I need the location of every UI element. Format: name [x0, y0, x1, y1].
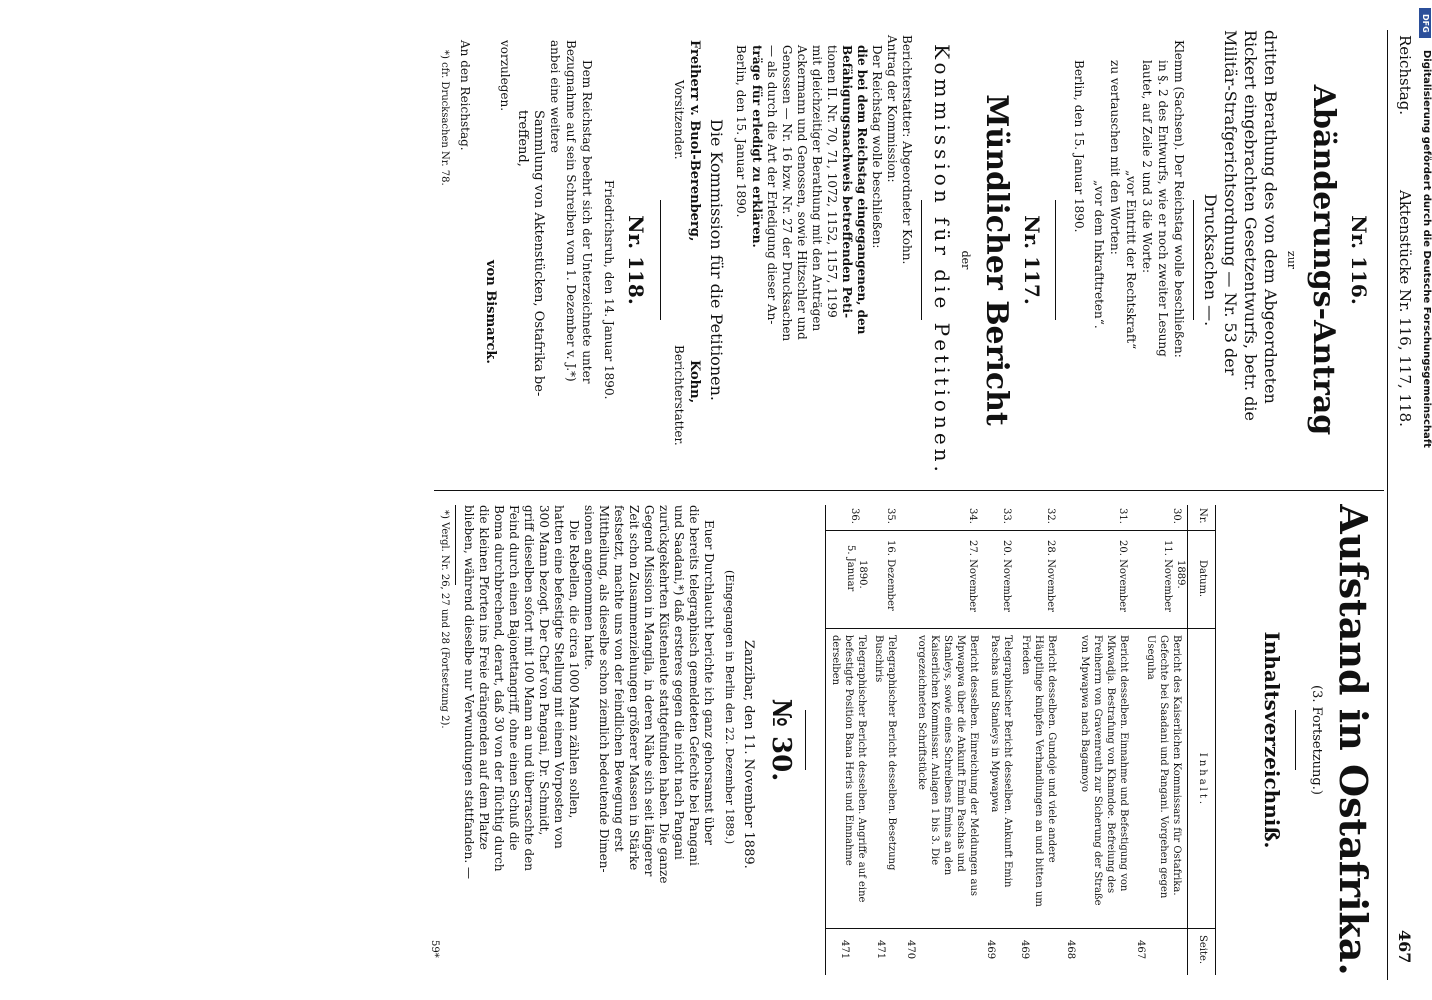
- nr116-title: Abänderungs-Antrag: [1306, 84, 1341, 436]
- nr117-der: der: [959, 250, 972, 270]
- nr117-number: Nr. 117.: [1020, 215, 1044, 305]
- table-col-rule: [826, 530, 1216, 531]
- toc-row-content: Bericht desselben. Einreichung der Meldungen aus Mpwapwa über die Ankunft Emin Paschas und Stanleys, sowie eines Schreibens Emins an den Kaiserlichen Kommissar. Anlagen 1 bis 3. Die vorgezeichneten Schriftstücke: [916, 635, 979, 897]
- rule: [660, 200, 661, 320]
- nr116-body-3: lautet, auf Zeile 2 und 3 die Worte:: [1140, 60, 1154, 273]
- nr30-para-12: 300 Mann bezogt. Der Chef von Pangani, Dr. Schmidt,: [537, 505, 551, 836]
- nr117-line-9: Genossen — Nr. 16 bzw. Nr. 27 der Drucksachen: [780, 45, 794, 342]
- nr118-footnote: *) cfr. Drucksachen Nr. 78.: [439, 50, 450, 186]
- header-middle: Aktenstücke Nr. 116, 117, 118.: [1396, 190, 1414, 427]
- nr30-para-1: Euer Durchlaucht berichte ich ganz gehorsamst über: [702, 520, 716, 846]
- rule: [805, 710, 806, 770]
- nr118-body-6: vorzulegen.: [498, 40, 512, 112]
- nr117-line-5: Befähigungsnachweis betreffenden Peti-: [840, 45, 854, 319]
- nr117-title: Mündlicher Bericht: [979, 94, 1014, 426]
- nr117-commission: Die Kommission für die Petitionen.: [707, 119, 726, 401]
- page-number: 467: [1395, 930, 1414, 964]
- nr116-subtitle-1: dritten Berathung des von dem Abgeordneten: [1261, 30, 1280, 404]
- nr117-subtitle: Kommission für die Petitionen.: [930, 44, 954, 476]
- nr118-body-5: treffend,: [515, 110, 530, 167]
- toc-row-nr: 32.: [1045, 508, 1056, 524]
- toc-row-nr: 30.: [1171, 508, 1182, 524]
- nr30-para-3: und Saadani,*) daß ersteres gegen die nicht nach Pangani: [672, 505, 686, 860]
- footnote-rule: [455, 505, 456, 585]
- aufstand-title: Aufstand in Ostafrika.: [1331, 504, 1376, 976]
- th-datum: Datum.: [1197, 560, 1208, 598]
- nr117-date: Berlin, den 15. Januar 1890.: [734, 45, 748, 218]
- column-divider: [434, 490, 1384, 491]
- nr30-para-8: Mittheilung, als dieselbe schon ziemlich bedeutende Dimen-: [597, 505, 611, 873]
- nr116-subtitle-2: Rickert eingebrachten Gesetzentwurfs, betr. die: [1241, 30, 1260, 422]
- th-seite: Seite.: [1197, 935, 1208, 965]
- toc-row-date: 20. November: [1001, 540, 1012, 613]
- nr118-addressee: An den Reichstag.: [458, 40, 472, 151]
- toc-row-nr: 36.: [849, 508, 860, 524]
- nr30-para-6: Zeit schon Zusammenziehungen größerer Massen in Stärke: [627, 505, 641, 871]
- dfg-strip: [1418, 0, 1432, 1000]
- toc-heading: Inhaltsverzeichniß.: [1260, 631, 1284, 849]
- toc-row-nr: 35.: [885, 508, 896, 524]
- nr116-body-2: in §. 2 des Entwurfs, wie er noch zweiter Lesung: [1156, 60, 1170, 357]
- toc-row-date: 28. November: [1045, 540, 1056, 613]
- dfg-logo: DFG: [1419, 8, 1431, 38]
- toc-row-content: Bericht des Kaiserlichen Kommissars für Ostafrika. Gefechte bei Saadani und Pangani. Vorgehen gegen Useguha: [1145, 635, 1182, 899]
- toc-row-content: Telegraphischer Bericht desselben. Ankunft Emin Paschas und Stanleys in Mpwapwa: [989, 635, 1013, 888]
- nr30-para-10: Die Rebellen, die circa 1000 Mann zählen sollen,: [567, 520, 581, 819]
- nr117-line-1: Berichterstatter: Abgeordneter Kohn.: [900, 35, 914, 265]
- nr116-body-1: Klemm (Sachsen). Der Reichstag wolle beschließen:: [1172, 40, 1186, 358]
- nr30-para-17: blieben, während dieselbe nur Verwundungen stattfanden. —: [462, 505, 476, 879]
- nr30-date: Zanzibar, den 11. November 1889.: [741, 640, 756, 869]
- table-bottom-rule: [825, 505, 826, 975]
- table-header-rule: [1187, 505, 1188, 975]
- nr117-line-11: träge für erledigt zu erklären.: [750, 45, 764, 248]
- table-top-rule: [1215, 505, 1216, 975]
- toc-row-date: 20. November: [1117, 540, 1128, 613]
- th-nr: Nr.: [1197, 508, 1208, 524]
- header-rule: [1387, 30, 1388, 980]
- nr118-number: Nr. 118.: [624, 215, 648, 305]
- toc-row-year: 1890.: [857, 560, 868, 589]
- nr116-body-4: „vor Eintritt der Rechtskraft“: [1124, 170, 1138, 350]
- nr117-line-10: — als durch die Art der Erledigung dieser An-: [765, 45, 779, 325]
- nr118-body-3: anbei eine weitere: [548, 40, 562, 153]
- nr118-date: Friedrichsruh, den 14. Januar 1890.: [602, 180, 616, 400]
- nr30-para-11: hatten eine befestigte Stellung mit einem Vorposten von: [552, 505, 566, 849]
- table-col-rule: [826, 928, 1216, 929]
- aufstand-continuation: (3. Fortsetzung.): [1309, 685, 1324, 795]
- nr30-para-15: Boma durchbrechend, derart, daß 30 von der flüchtig durch: [492, 505, 506, 872]
- toc-row-page: 470: [905, 940, 916, 960]
- nr118-signature: von Bismarck.: [483, 260, 498, 364]
- nr118-body-1: Dem Reichstag beehrt sich der Unterzeichnete unter: [580, 60, 594, 384]
- nr30-para-14: Feind durch einen Bajonettangriff, ohne einen Schuß die: [507, 505, 521, 851]
- toc-row-nr: 31.: [1117, 508, 1128, 524]
- nr30-para-9: sionen angenommen hatte.: [582, 505, 596, 671]
- nr118-body-4: Sammlung von Aktenstücken, Ostafrika be-: [531, 110, 546, 397]
- toc-row-page: 468: [1065, 940, 1076, 960]
- nr117-line-3: Der Reichstag wolle beschließen:: [870, 45, 884, 249]
- signature-mark: 59*: [429, 940, 440, 958]
- nr30-para-16: die kleinen Pforten ins Freie drängenden auf dem Platze: [477, 505, 491, 850]
- nr30-para-7: festsetzt, machte uns von der feindlichen Bewegung erst: [612, 505, 626, 852]
- toc-row-content: Telegraphischer Bericht desselben. Besetzung Buschiris: [873, 635, 897, 871]
- rotated-page: [16, 0, 1416, 1000]
- nr117-line-8: Ackermann und Genossen, sowie Hitzschler und: [795, 45, 809, 340]
- header-left: Reichstag.: [1396, 35, 1414, 116]
- table-col-rule: [826, 628, 1216, 629]
- rule: [1295, 710, 1296, 770]
- rule: [921, 200, 922, 320]
- toc-row-date: 27. November: [967, 540, 978, 613]
- toc-row-content: Telegraphischer Bericht desselben. Angriffe auf eine befestigte Position Bana Heris und Einnahme derselben: [830, 635, 867, 903]
- toc-row-content: Bericht desselben. Einnahme und Befestigung von Mkwadja. Bestrafung von Khamdoe. Befreiung des Freiherrn von Gravenreuth zur Sicherung der Straße von Mpwapwa nach Bagamoyo: [1079, 635, 1129, 906]
- nr30-para-4: zurückgekehrten Küstenleute stattgefunden haben. Die ganze: [657, 505, 671, 884]
- nr117-reporter-name: Kohn,: [687, 360, 702, 404]
- toc-row-content: Bericht desselben. Gundoje und viele andere Häuptlinge knüpfen Verhandlungen an und bitten um Frieden: [1020, 635, 1057, 907]
- nr116-zur: zur: [1285, 250, 1298, 270]
- nr30-received: (Eingegangen in Berlin den 22. Dezember 1889.): [723, 570, 736, 845]
- nr117-line-7: mit gleichzeitiger Berathung mit den Anträgen: [810, 45, 824, 332]
- nr116-body-6: „vor dem Inkrafttreten“.: [1092, 180, 1106, 329]
- toc-row-date: 16. Dezember: [885, 540, 896, 611]
- toc-row-page: 467: [1135, 940, 1146, 960]
- nr30-para-2: die bereits telegraphisch gemeldeten Gefechte bei Pangani: [687, 505, 701, 866]
- nr30-para-5: Gegend Mission in Mangila, in deren Nähe sich seit längerer: [642, 505, 656, 877]
- rule: [1055, 200, 1056, 320]
- nr116-date: Berlin, den 15. Januar 1890.: [1072, 60, 1086, 233]
- nr117-reporter-role: Berichterstatter.: [672, 345, 686, 446]
- nr116-subtitle-3: Militär-Strafgerichtsordnung — Nr. 53 der: [1221, 30, 1240, 376]
- nr118-body-2: Bezugnahme auf sein Schreiben vom 1. Dezember v. J.*): [564, 40, 578, 382]
- nr30-number: № 30.: [766, 698, 796, 782]
- nr117-chair-name: Freiherr v. Buol-Berenberg,: [687, 40, 702, 242]
- nr117-line-4: die bei dem Reichstag eingegangenen, den: [855, 45, 869, 335]
- nr116-number: Nr. 116.: [1347, 215, 1371, 305]
- toc-row-page: 471: [839, 940, 850, 960]
- nr117-line-6: tionen II. Nr. 70, 71, 1072, 1152, 1157, 1199: [825, 45, 839, 318]
- nr117-line-2: Antrag der Kommission:: [885, 35, 899, 183]
- toc-row-date: 11. November: [1162, 540, 1173, 613]
- dfg-text: Digitalisierung gefördert durch die Deutsche Forschungsgemeinschaft: [1421, 50, 1432, 448]
- nr116-subtitle-4: Drucksachen —.: [1201, 193, 1220, 327]
- toc-row-page: 469: [1019, 940, 1030, 960]
- nr30-footnote: *) Vergl. Nr. 26, 27 und 28 (Fortsetzung 2).: [439, 510, 450, 729]
- nr30-para-13: griff dieselben sofort mit 100 Mann an und überraschte den: [522, 505, 536, 871]
- toc-row-page: 471: [875, 940, 886, 960]
- toc-row-nr: 34.: [967, 508, 978, 524]
- nr116-body-5: zu vertauschen mit den Worten:: [1108, 60, 1122, 255]
- toc-row-nr: 33.: [1001, 508, 1012, 524]
- nr117-chair-role: Vorsitzender.: [672, 80, 686, 160]
- toc-row-date: 5. Januar: [845, 545, 856, 592]
- toc-row-year: 1889.: [1175, 560, 1186, 589]
- th-inhalt: Inhalt.: [1197, 752, 1208, 808]
- toc-row-page: 469: [985, 940, 996, 960]
- rule: [1193, 200, 1194, 320]
